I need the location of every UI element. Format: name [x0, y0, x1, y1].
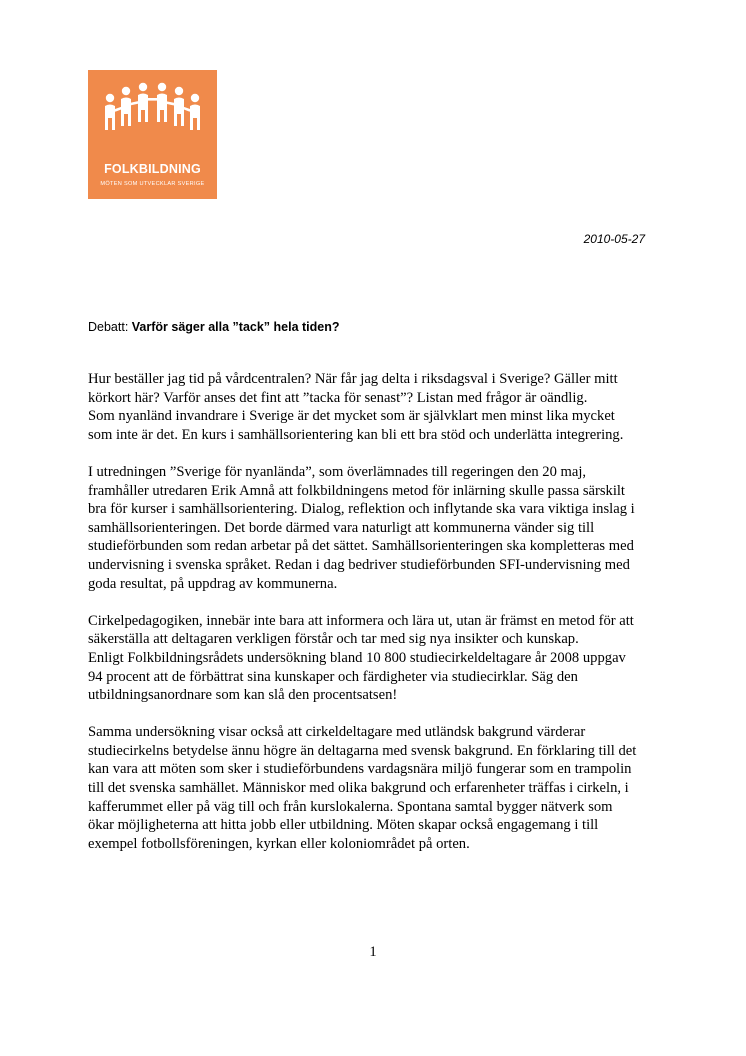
- text-line: samhällsorienteringen. Det borde därmed vara naturligt att kommunerna vänder sig till: [88, 519, 595, 536]
- text-line: utbildningsanordnare som kan slå den procentsatsen!: [88, 687, 398, 704]
- text-line: 94 procent att de förbättrat sina kunskaper och färdigheter via studiecirklar. Säg den: [88, 668, 578, 685]
- text-line: studieförbunden som redan arbetar på det sättet. Samhällsorienteringen ska kompletteras med: [88, 538, 634, 555]
- paragraph: [88, 723, 663, 853]
- article-heading: [88, 320, 648, 334]
- heading-title: Varför säger alla ”tack” hela tiden?: [131, 320, 340, 334]
- text-line: framhåller utredaren Erik Amnå att folkbildningens metod för inlärning skulle passa särskilt: [88, 482, 625, 499]
- text-line: Samma undersökning visar också att cirkeldeltagare med utländsk bakgrund värderar: [88, 724, 586, 741]
- text-line: goda resultat, på uppdrag av kommunerna.: [88, 575, 338, 592]
- text-line: som inte är det. En kurs i samhällsorientering kan bli ett bra stöd och underlätta integrering.: [88, 426, 624, 443]
- heading-prefix: Debatt:: [88, 320, 132, 334]
- text-line: Hur beställer jag tid på vårdcentralen? När får jag delta i riksdagsval i Sverige? Gäller mitt: [88, 371, 618, 387]
- text-line: ökar möjligheterna att hitta jobb eller utbildning. Möten skapar också engagemang i till: [88, 817, 599, 834]
- text-line: kan vara att möten som sker i studieförbundens vardagsnära miljö fungerar som en trampolin: [88, 761, 632, 778]
- paragraph: [88, 463, 663, 593]
- text-line: exempel fotbollsföreningen, kyrkan eller koloniområdet på orten.: [88, 835, 470, 852]
- text-line: studiecirkelns betydelse ännu högre än deltagarna med svensk bakgrund. En förklaring till det: [88, 742, 637, 759]
- paragraph: [88, 612, 663, 705]
- text-line: Som nyanländ invandrare i Sverige är det mycket som är självklart men minst lika mycket: [88, 408, 615, 425]
- text-line: säkerställa att deltagaren verkligen förstår och tar med sig nya insikter och kunskap.: [88, 631, 579, 648]
- logo-subtitle: MÖTEN SOM UTVECKLAR SVERIGE: [100, 181, 205, 187]
- text-line: kafferummet eller på väg till och från kurslokalerna. Spontana samtal bygger nätverk som: [88, 798, 613, 815]
- logo-title: FOLKBILDNING: [104, 162, 201, 176]
- text-line: I utredningen ”Sverige för nyanlända”, som överlämnades till regeringen den 20 maj,: [88, 463, 587, 480]
- article-body: [88, 370, 663, 872]
- people-circle-icon: [88, 70, 217, 199]
- paragraph: [88, 370, 663, 444]
- text-line: Enligt Folkbildningsrådets undersökning bland 10 800 studiecirkeldeltagare år 2008 uppgav: [88, 649, 626, 666]
- text-line: Cirkelpedagogiken, innebär inte bara att informera och lära ut, utan är främst en metod för att: [88, 612, 634, 629]
- page-number: 1: [369, 944, 377, 960]
- text-line: körkort här? Varför anses det fint att ”tacka för senast”? Listan med frågor är oändlig.: [88, 389, 588, 406]
- text-line: bra för kurser i samhällsorientering. Dialog, reflektion och inflytande ska vara viktiga inslag i: [88, 501, 635, 518]
- text-line: till det svenska samhället. Människor med olika bakgrund och erfarenheter träffas i cirkeln, i: [88, 780, 629, 797]
- document-date: 2010-05-27: [583, 232, 645, 246]
- text-line: undervisning i svenska språket. Redan i dag bedriver studieförbunden SFI-undervisning med: [88, 556, 630, 573]
- folkbildning-logo: [88, 70, 217, 199]
